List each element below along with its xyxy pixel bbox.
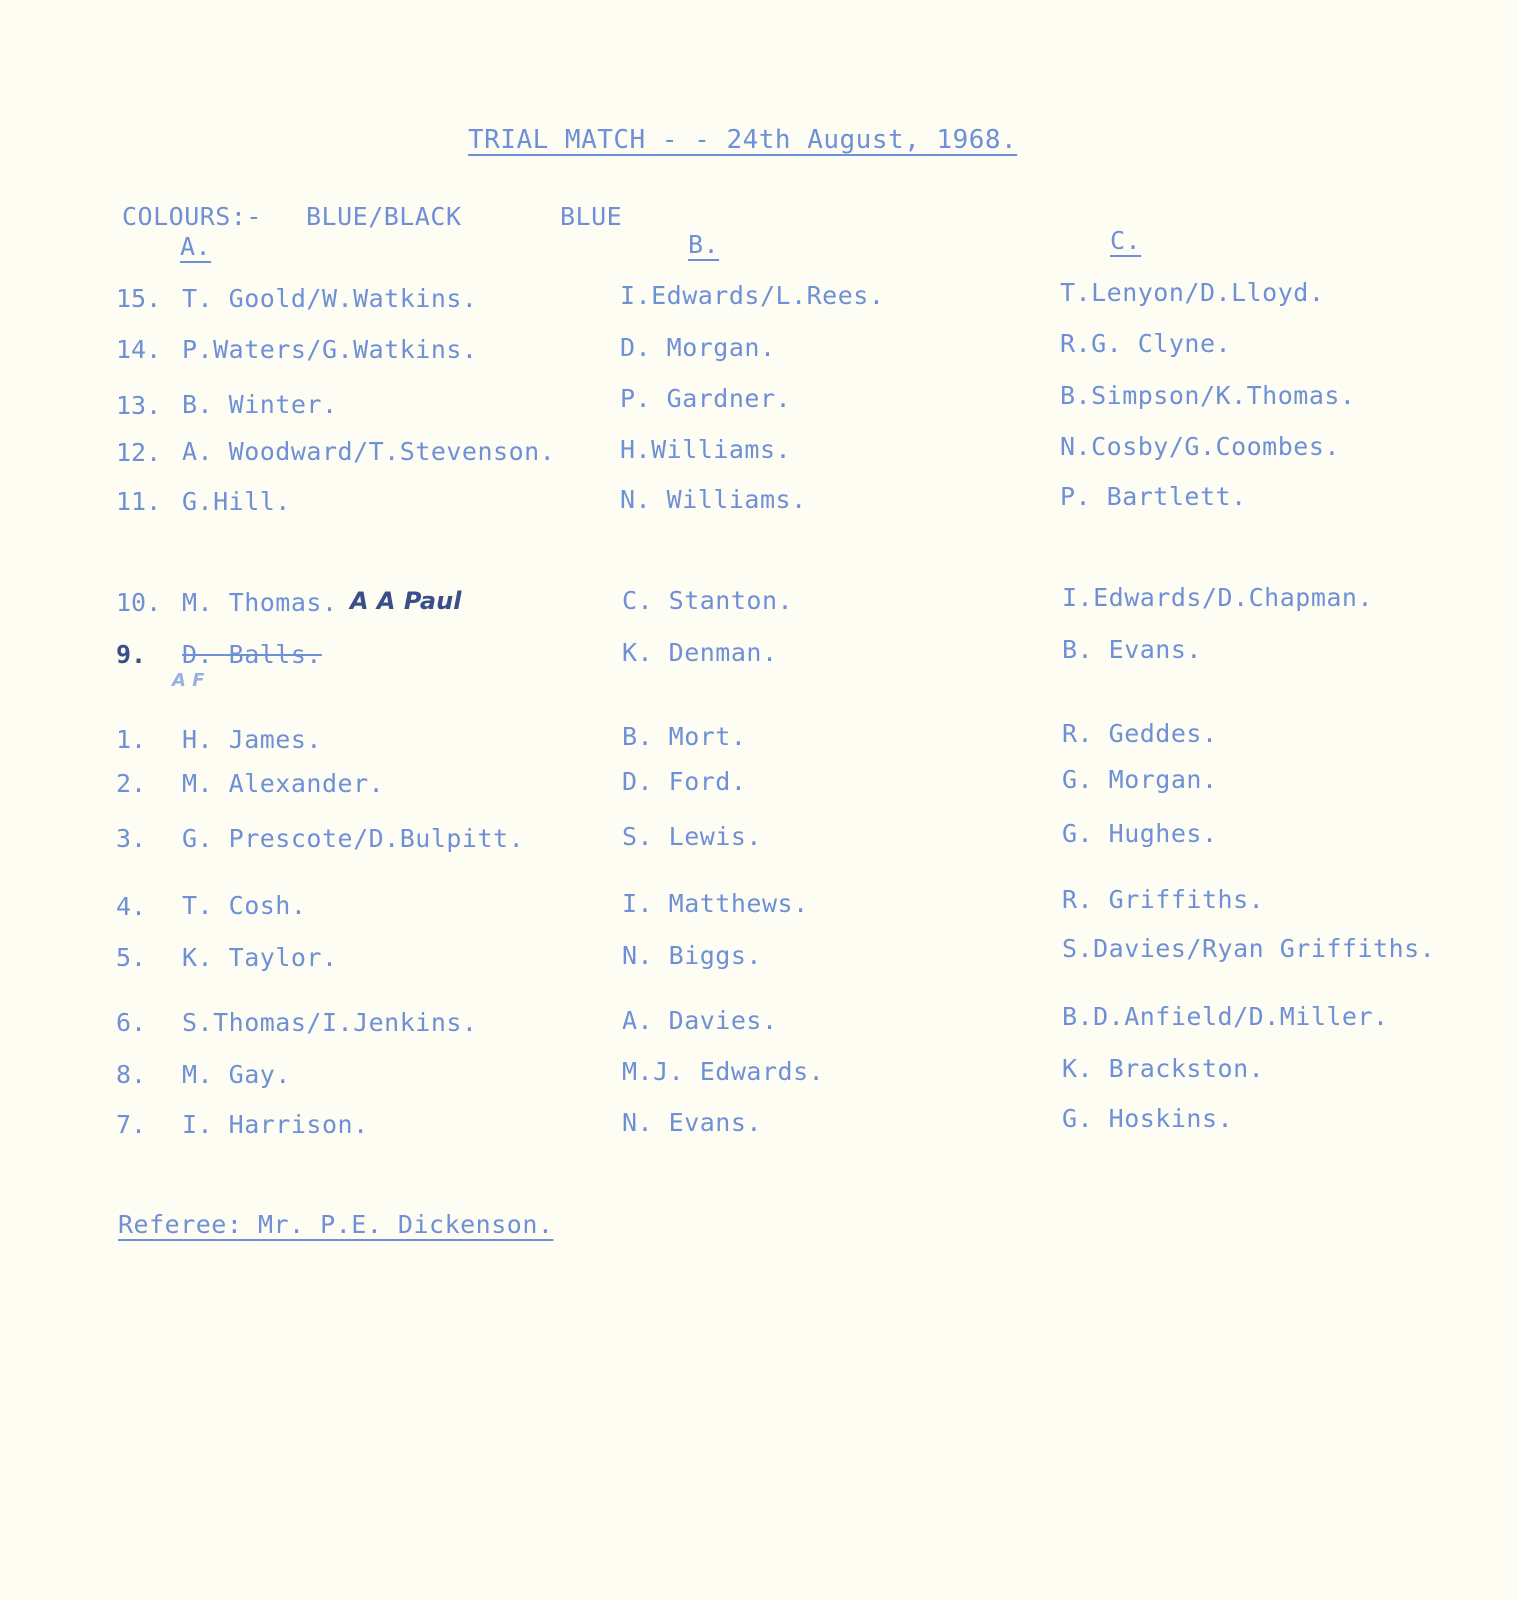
team-a-player: M. Gay. [182,1060,291,1089]
team-a-player: I. Harrison. [182,1110,369,1139]
team-c-player: N.Cosby/G.Coombes. [1060,432,1340,461]
position-number: 1. [116,725,147,754]
team-a-player: M. Thomas. [182,588,338,617]
team-b-player: D. Morgan. [620,333,776,362]
team-b-player: A. Davies. [622,1006,778,1035]
position-number: 5. [116,943,147,972]
team-a-player: G. Prescote/D.Bulpitt. [182,824,525,853]
column-header-a: A. [180,232,212,261]
team-b-colour: BLUE [560,202,623,231]
position-number: 4. [116,892,147,921]
position-number: 15. [116,284,162,313]
team-b-player: K. Denman. [622,638,778,667]
team-a-player: T. Cosh. [182,891,307,920]
team-a-player: P.Waters/G.Watkins. [182,335,478,364]
team-a-player: M. Alexander. [182,769,385,798]
team-a-colour: BLUE/BLACK [306,202,462,231]
team-c-player: G. Hughes. [1062,819,1218,848]
handwritten-annotation: A A Paul [350,587,462,615]
colours-label: COLOURS:- [122,202,262,231]
team-c-player: B.D.Anfield/D.Miller. [1062,1002,1389,1031]
team-b-player: D. Ford. [622,767,747,796]
team-c-player: R.G. Clyne. [1060,329,1232,358]
team-c-player: G. Hoskins. [1062,1104,1234,1133]
team-b-player: P. Gardner. [620,384,792,413]
team-a-player: H. James. [182,725,322,754]
team-c-player: R. Griffiths. [1062,885,1265,914]
team-b-player: S. Lewis. [622,822,762,851]
position-number: 14. [116,335,162,364]
position-number: 13. [116,391,162,420]
position-number: 10. [116,588,162,617]
team-a-player-struck: D. Balls. [182,640,322,669]
team-b-player: M.J. Edwards. [622,1057,825,1086]
team-b-player: B. Mort. [622,722,747,751]
position-number: 3. [116,824,147,853]
position-number: 7. [116,1110,147,1139]
team-b-player: I. Matthews. [622,889,809,918]
team-c-player: B.Simpson/K.Thomas. [1060,381,1356,410]
team-b-player: H.Williams. [620,435,792,464]
team-c-player: P. Bartlett. [1060,482,1247,511]
position-number: 6. [116,1008,147,1037]
column-header-b: B. [688,230,720,259]
team-a-player: T. Goold/W.Watkins. [182,284,478,313]
team-c-player: I.Edwards/D.Chapman. [1062,583,1374,612]
team-c-player: R. Geddes. [1062,719,1218,748]
referee-line: Referee: Mr. P.E. Dickenson. [118,1210,554,1239]
position-number: 12. [116,438,162,467]
team-b-player: N. Evans. [622,1108,762,1137]
team-a-player: G.Hill. [182,487,291,516]
position-number: 9. [116,640,147,669]
position-number: 11. [116,487,162,516]
document-title: TRIAL MATCH - - 24th August, 1968. [468,125,1018,155]
team-c-player: G. Morgan. [1062,765,1218,794]
position-number: 8. [116,1060,147,1089]
team-a-player: B. Winter. [182,390,338,419]
team-c-player: K. Brackston. [1062,1054,1265,1083]
position-number: 2. [116,769,147,798]
team-a-player: S.Thomas/I.Jenkins. [182,1008,478,1037]
handwritten-annotation: A F [172,670,205,691]
team-a-player: A. Woodward/T.Stevenson. [182,437,556,466]
team-b-player: N. Biggs. [622,941,762,970]
column-header-c: C. [1110,226,1142,255]
team-a-player: K. Taylor. [182,943,338,972]
team-b-player: N. Williams. [620,485,807,514]
team-c-player: B. Evans. [1062,635,1202,664]
team-b-player: C. Stanton. [622,586,794,615]
team-c-player: S.Davies/Ryan Griffiths. [1062,934,1436,963]
team-b-player: I.Edwards/L.Rees. [620,281,885,310]
team-c-player: T.Lenyon/D.Lloyd. [1060,278,1325,307]
